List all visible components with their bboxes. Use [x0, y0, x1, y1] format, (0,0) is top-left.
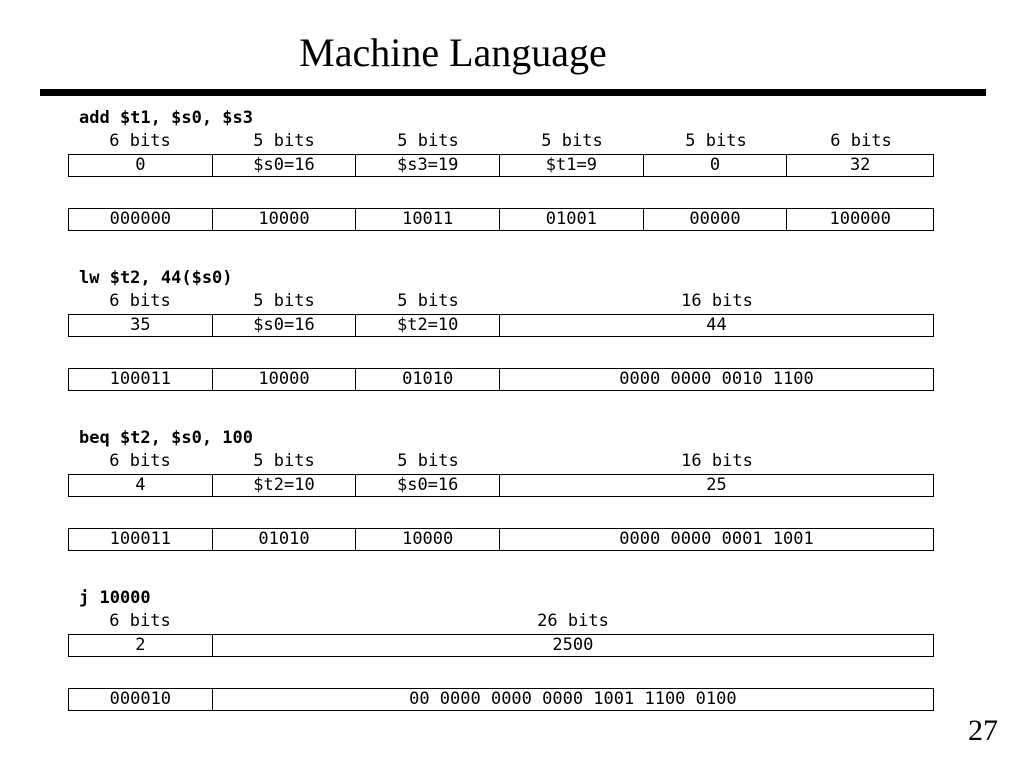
title-divider [40, 89, 986, 96]
field-values-row [68, 314, 934, 337]
field-cell: $t2=10 [356, 315, 500, 336]
bit-width-label: 5 bits [253, 131, 315, 151]
binary-cell: 10000 [213, 369, 357, 390]
instruction-block-add [68, 106, 934, 231]
binary-cell: 0000 0000 0001 1001 [619, 529, 814, 549]
bit-width-label: 6 bits [109, 451, 171, 471]
field-cell: 2500 [552, 635, 594, 655]
binary-cell: 01010 [213, 529, 357, 550]
instruction-asm: lw $t2, 44($s0) [79, 268, 233, 288]
binary-cell: 01001 [500, 209, 644, 230]
field-cell: 2 [69, 635, 213, 656]
field-cell: 44 [706, 315, 727, 335]
instruction-asm: add $t1, $s0, $s3 [79, 108, 253, 128]
bit-width-label: 26 bits [537, 611, 609, 631]
binary-cell: 10000 [356, 529, 500, 550]
field-cell: 25 [706, 475, 727, 495]
bit-widths-row [68, 450, 934, 472]
binary-encoding-row [68, 208, 934, 231]
binary-encoding-row [68, 368, 934, 391]
bit-widths-row [68, 610, 934, 632]
instruction-block-lw [68, 266, 934, 391]
field-cell: $t1=9 [500, 155, 644, 176]
binary-cell: 100011 [69, 529, 213, 550]
field-cell: 0 [69, 155, 213, 176]
instruction-block-beq [68, 426, 934, 551]
bit-width-label: 6 bits [109, 291, 171, 311]
instruction-asm: j 10000 [79, 588, 151, 608]
binary-cell: 01010 [356, 369, 500, 390]
page-number: 27 [968, 714, 998, 747]
binary-cell: 00000 [644, 209, 788, 230]
bit-width-label: 5 bits [397, 451, 459, 471]
field-cell: $s0=16 [356, 475, 500, 496]
field-cell: $s3=19 [356, 155, 500, 176]
binary-cell: 000000 [69, 209, 213, 230]
binary-encoding-row [68, 528, 934, 551]
bit-widths-row [68, 290, 934, 312]
binary-cell: 100011 [69, 369, 213, 390]
binary-cell: 100000 [829, 209, 891, 229]
binary-cell: 0000 0000 0010 1100 [619, 369, 814, 389]
slide-title: Machine Language [299, 30, 607, 75]
field-values-row [68, 154, 934, 177]
bit-width-label: 5 bits [253, 451, 315, 471]
bit-width-label: 5 bits [541, 131, 603, 151]
binary-cell: 10000 [213, 209, 357, 230]
bit-width-label: 5 bits [685, 131, 747, 151]
field-cell: $t2=10 [213, 475, 357, 496]
bit-width-label: 5 bits [397, 131, 459, 151]
bit-widths-row [68, 130, 934, 152]
binary-encoding-row [68, 688, 934, 711]
bit-width-label: 6 bits [109, 611, 171, 631]
bit-width-label: 16 bits [681, 451, 753, 471]
instruction-block-j [68, 586, 934, 711]
field-values-row [68, 474, 934, 497]
instruction-asm: beq $t2, $s0, 100 [79, 428, 253, 448]
bit-width-label: 6 bits [830, 131, 892, 151]
binary-cell: 000010 [69, 689, 213, 710]
field-cell: 32 [849, 155, 871, 175]
binary-cell: 10011 [356, 209, 500, 230]
field-cell: $s0=16 [213, 155, 357, 176]
binary-cell: 00 0000 0000 0000 1001 1100 0100 [409, 689, 737, 709]
bit-width-label: 16 bits [681, 291, 753, 311]
bit-width-label: 6 bits [109, 131, 171, 151]
field-values-row [68, 634, 934, 657]
field-cell: $s0=16 [213, 315, 357, 336]
field-cell: 35 [69, 315, 213, 336]
field-cell: 0 [644, 155, 788, 176]
field-cell: 4 [69, 475, 213, 496]
bit-width-label: 5 bits [253, 291, 315, 311]
bit-width-label: 5 bits [397, 291, 459, 311]
